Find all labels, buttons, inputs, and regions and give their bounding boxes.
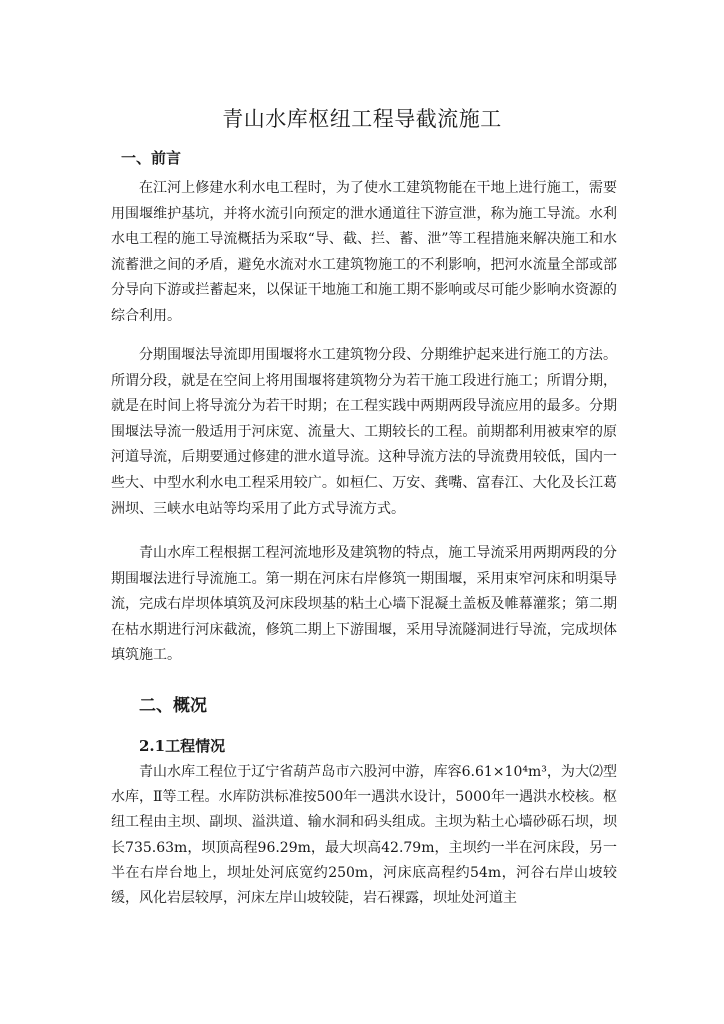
section-heading-preface: 一、前言: [121, 149, 182, 167]
paragraph-preface-3: 青山水库工程根据工程河流地形及建筑物的特点，施工导流采用两期两段的分期围堰法进行导流施工。第一期在河床右岸修筑一期围堰，采用束窄河床和明渠导流，完成右岸坝体填筑及河床段坝基的粘土心墙下混凝土盖板及帷幕灌浆；第二期在枯水期进行河床截流，修筑二期上下游围堰，采用导流隧洞进行导流，完成坝体填筑施工。: [111, 545, 617, 664]
section-heading-overview: 二、概况: [139, 696, 207, 716]
paragraph-project-info: 青山水库工程位于辽宁省葫芦岛市六股河中游，库容6.61×10⁴m³，为大⑵型水库，Ⅱ等工程。水库防洪标准按500年一遇洪水设计，5000年一遇洪水校核。枢纽工程由主坝、副坝、溢洪道、输水洞和码头组成。主坝为粘土心墙砂砾石坝，坝长735.63m，坝顶高程96.29m，最大坝高42.79m，主坝约一半在河床段，另一半在右岸台地上，坝址处河底宽约250m，河床底高程约54m，河谷右岸山坡较缓，风化岩层较厚，河床左岸山坡较陡，岩石裸露，坝址处河道主: [111, 764, 617, 907]
paragraph-preface-2: 分期围堰法导流即用围堰将水工建筑物分段、分期维护起来进行施工的方法。所谓分段，就是在空间上将用围堰将建筑物分为若干施工段进行施工；所谓分期，就是在时间上将导流分为若干时期；在工程实践中两期两段导流应用的最多。分期围堰法导流一般适用于河床宽、流量大、工期较长的工程。前期都利用被束窄的原河道导流，后期要通过修建的泄水道导流。这种导流方法的导流费用较低，国内一些大、中型水利水电工程采用较广。如桓仁、万安、龚嘴、富春江、大化及长江葛洲坝、三峡水电站等均采用了此方式导流方式。: [111, 347, 617, 517]
paragraph-preface-1: 在江河上修建水利水电工程时，为了使水工建筑物能在干地上进行施工，需要用围堰维护基坑，并将水流引向预定的泄水通道往下游宣泄，称为施工导流。水利水电工程的施工导流概括为采取“导、截、拦、蓄、泄”等工程措施来解决施工和水流蓄泄之间的矛盾，避免水流对水工建筑物施工的不利影响，把河水流量全部或部分导向下游或拦蓄起来，以保证干地施工和施工期不影响或尽可能少影响水资源的综合利用。: [111, 180, 617, 324]
document-title: 青山水库枢纽工程导截流施工: [222, 107, 502, 131]
subsection-heading-project: 2.1工程情况: [139, 737, 226, 755]
